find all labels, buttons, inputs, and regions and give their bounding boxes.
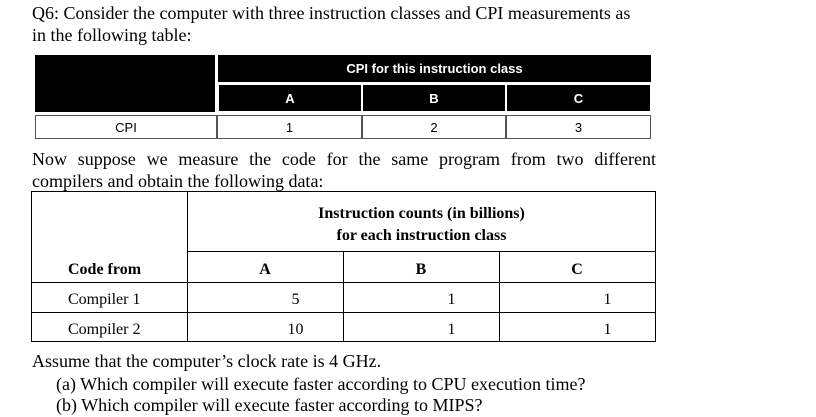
table-row-divider-1 [31, 282, 656, 283]
cpi-table-header: CPI for this instruction class [218, 55, 651, 82]
assumption-text: Assume that the computer’s clock rate is 4 GHz. [32, 351, 382, 371]
compiler-2-value-a: 10 [287, 321, 304, 338]
cpi-value-c: 3 [506, 115, 651, 139]
code-from-header: Code from [68, 261, 142, 278]
compiler-2-value-b: 1 [447, 321, 456, 338]
table-border-top [31, 191, 656, 192]
cpi-value-b: 2 [362, 115, 506, 139]
question-line-1: Q6: Consider the computer with three instruction classes and CPI measurements as [32, 3, 631, 23]
subquestion-b: (b) Which compiler will execute faster according to MIPS? [56, 395, 483, 415]
compiler-1-value-c: 1 [603, 291, 612, 308]
instruction-count-table [31, 191, 656, 342]
table-row-divider-2 [31, 312, 656, 313]
table-border-left [31, 191, 32, 342]
compiler-2-value-c: 1 [603, 321, 612, 338]
class-a-header: A [259, 261, 271, 278]
class-c-header: C [571, 261, 583, 278]
table-row-divider-header [187, 251, 656, 252]
cpi-table-corner [35, 55, 215, 112]
compiler-1-label: Compiler 1 [68, 291, 141, 308]
cpi-value-a: 1 [217, 115, 362, 139]
compiler-1-value-a: 5 [291, 291, 300, 308]
instruction-table-header-line-2: for each instruction class [336, 227, 507, 244]
cpi-class-c-header: C [506, 84, 651, 112]
class-b-header: B [415, 261, 427, 278]
compiler-2-label: Compiler 2 [68, 321, 141, 338]
cpi-class-b-header: B [362, 84, 506, 112]
subquestion-a: (a) Which compiler will execute faster according to CPU execution time? [56, 374, 586, 394]
question-line-2: in the following table: [32, 25, 192, 45]
paragraph2-line-1: Now suppose we measure the code for the same program from two different [32, 149, 656, 169]
cpi-row-label: CPI [35, 115, 217, 139]
cpi-class-a-header: A [218, 84, 362, 112]
compiler-1-value-b: 1 [447, 291, 456, 308]
cpi-table [35, 55, 651, 139]
instruction-table-header-line-1: Instruction counts (in billions) [318, 205, 525, 222]
paragraph2-line-2: compilers and obtain the following data: [32, 171, 324, 191]
